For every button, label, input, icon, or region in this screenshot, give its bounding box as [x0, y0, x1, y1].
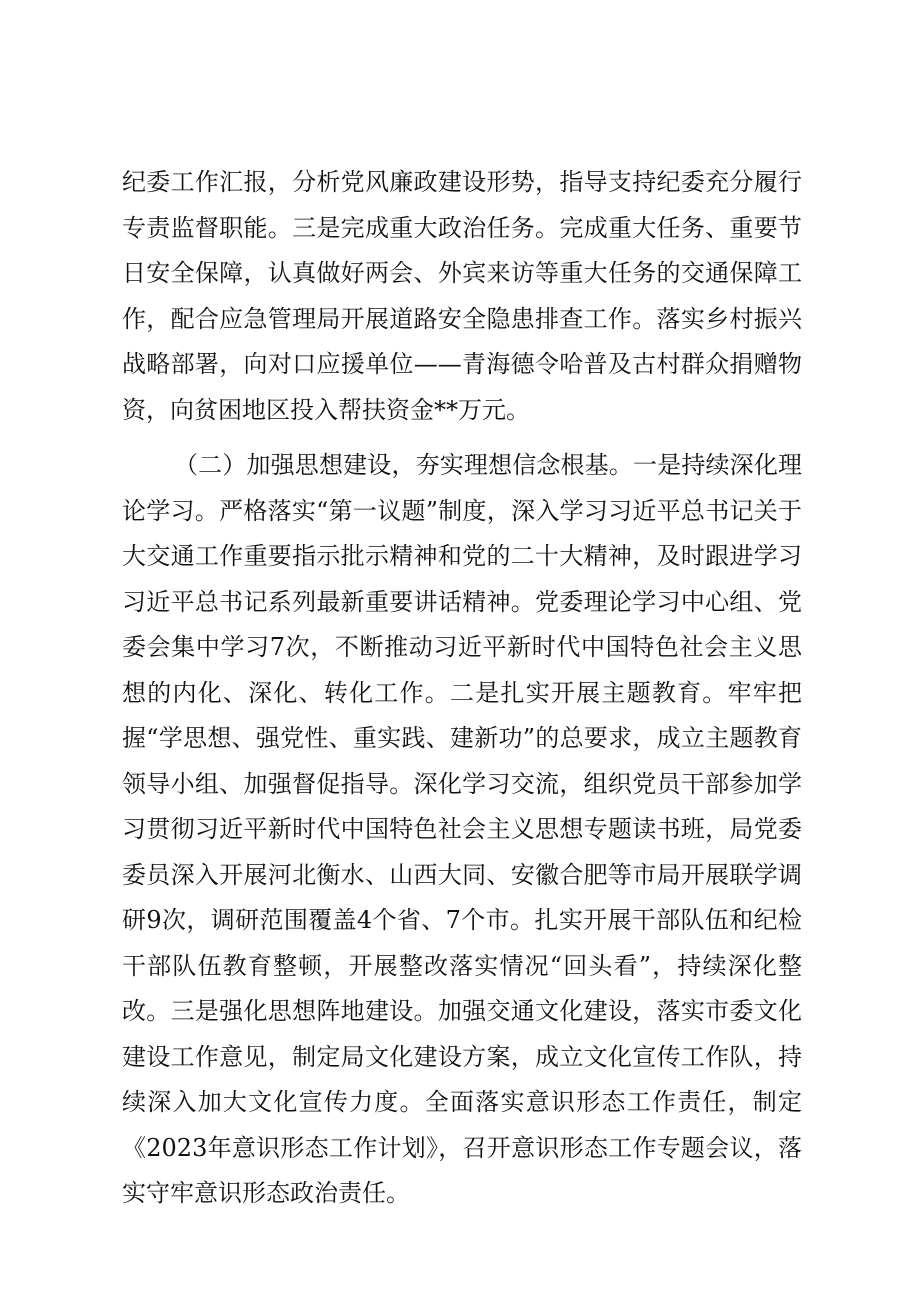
paragraph-continuation: 纪委工作汇报，分析党风廉政建设形势，指导支持纪委充分履行专责监督职能。三是完成重大政治任务。完成重大任务、重要节日安全保障，认真做好两会、外宾来访等重大任务的交通保障工作，配合应急管理局开展道路安全隐患排查工作。落实乡村振兴战略部署，向对口应援单位——青海德令哈普及古村群众捐赠物资，向贫困地区投入帮扶资金**万元。	[122, 168, 802, 424]
paragraph-section-two: （二）加强思想建设，夯实理想信念根基。一是持续深化理论学习。严格落实“第一议题”制度，深入学习习近平总书记关于大交通工作重要指示批示精神和党的二十大精神，及时跟进学习习近平总书记系列最新重要讲话精神。党委理论学习中心组、党委会集中学习7次，不断推动习近平新时代中国特色社会主义思想的内化、深化、转化工作。二是扎实开展主题教育。牢牢把握“学思想、强党性、重实践、建新功”的总要求，成立主题教育领导小组、加强督促指导。深化学习交流，组织党员干部参加学习贯彻习近平新时代中国特色社会主义思想专题读书班，局党委委员深入开展河北衡水、山西大同、安徽合肥等市局开展联学调研9次，调研范围覆盖4个省、7个市。扎实开展干部队伍和纪检干部队伍教育整顿，开展整改落实情况“回头看”，持续深化整改。三是强化思想阵地建设。加强交通文化建设，落实市委文化建设工作意见，制定局文化建设方案，成立文化宣传工作队，持续深入加大文化宣传力度。全面落实意识形态工作责任，制定《2023年意识形态工作计划》，召开意识形态工作专题会议，落实守牢意识形态政治责任。	[122, 451, 802, 1207]
document-body	[122, 160, 802, 1217]
